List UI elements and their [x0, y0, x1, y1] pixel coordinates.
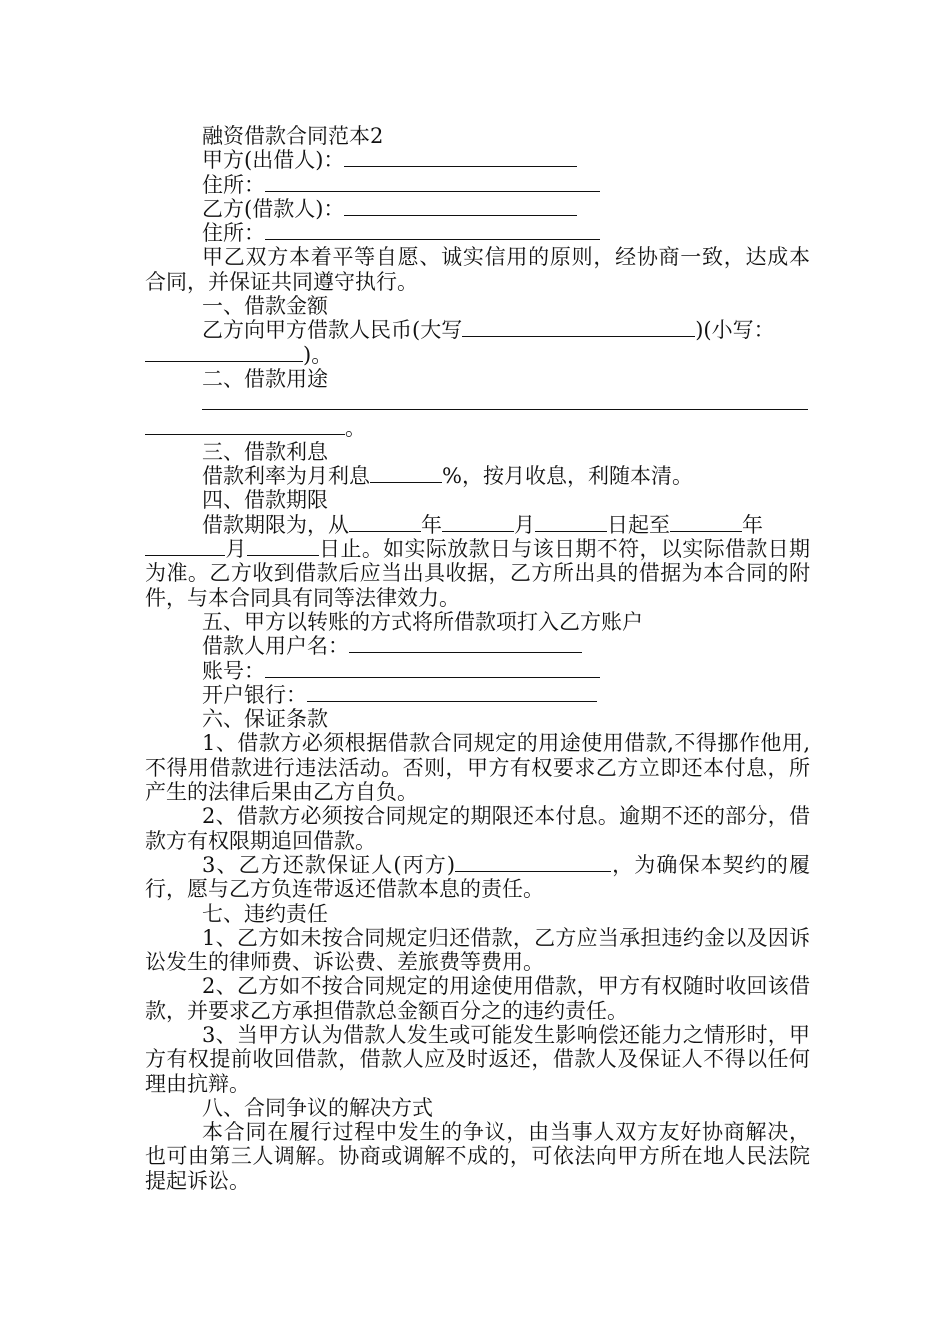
- guarantor-blank[interactable]: [455, 853, 611, 872]
- term-paragraph: [145, 537, 810, 610]
- day-from-label: 日起至: [607, 512, 670, 537]
- breach-clause-3: 3、当甲方认为借款人发生或可能发生影响偿还能力之情形时，甲方有权提前收回借款，借款人应及时返还，借款人及保证人不得以任何理由抗辩。: [145, 1022, 810, 1096]
- bank-label: 开户银行：: [202, 682, 307, 707]
- guarantor-terms: ，为确保本契约的履行，愿与乙方负连带返还借款本息的责任。: [145, 852, 810, 902]
- purpose-blank-2[interactable]: [145, 416, 345, 435]
- guarantee-clause-1: 1、借款方必须根据借款合同规定的用途使用借款,不得挪作他用,不得用借款进行违法活动。否则，甲方有权要求乙方立即还本付息，所产生的法律后果由乙方自负。: [145, 731, 810, 805]
- section-1-heading: 一、借款金额: [202, 294, 328, 319]
- amount-uppercase-blank[interactable]: [462, 318, 695, 337]
- document-title: 融资借款合同范本2: [202, 124, 384, 148]
- term-line-1: [145, 513, 810, 537]
- loan-amount-line-2: [145, 343, 810, 367]
- year-label: 年: [421, 512, 442, 537]
- month-label: 月: [514, 512, 535, 537]
- account-line: [145, 659, 810, 683]
- loan-amount-close: )。: [303, 342, 333, 367]
- intro-paragraph: 甲乙双方本着平等自愿、诚实信用的原则，经协商一致，达成本合同，并保证共同遵守执行。: [145, 245, 810, 294]
- month-label-2: 月: [225, 537, 247, 562]
- interest-terms: %，按月收息，利随本清。: [442, 464, 693, 489]
- party-b-address-blank[interactable]: [265, 221, 600, 240]
- start-month-blank[interactable]: [442, 513, 514, 532]
- purpose-line-2: [145, 416, 810, 440]
- purpose-blank-1[interactable]: [202, 391, 808, 410]
- party-a-label: 甲方(出借人)：: [202, 148, 345, 173]
- section-8-heading: 八、合同争议的解决方式: [202, 1095, 433, 1120]
- interest-rate-blank[interactable]: [370, 464, 442, 483]
- amount-lowercase-blank[interactable]: [145, 343, 303, 362]
- section-5-heading: 五、甲方以转账的方式将所借款项打入乙方账户: [202, 609, 643, 634]
- end-year-blank[interactable]: [670, 513, 742, 532]
- term-label: 借款期限为，从: [202, 512, 349, 537]
- account-blank[interactable]: [265, 659, 600, 678]
- end-day-blank[interactable]: [247, 537, 319, 556]
- dispute-clause: 本合同在履行过程中发生的争议，由当事人双方友好协商解决，也可由第三人调解。协商或调解不成的，可依法向甲方所在地人民法院提起诉讼。: [145, 1120, 810, 1193]
- interest-label: 借款利率为月利息: [202, 464, 370, 489]
- start-year-blank[interactable]: [349, 513, 421, 532]
- breach-clause-1: 1、乙方如未按合同规定归还借款，乙方应当承担违约金以及因诉讼发生的律师费、诉讼费、差旅费等费用。: [145, 925, 810, 975]
- loan-amount-label: 乙方向甲方借款人民币(大写: [202, 318, 463, 343]
- guarantor-label: 3、乙方还款保证人(丙方): [202, 852, 456, 877]
- party-b-address-line: [145, 221, 810, 245]
- purpose-end: 。: [345, 415, 366, 440]
- bank-blank[interactable]: [307, 683, 597, 702]
- year-label-2: 年: [742, 512, 763, 537]
- loan-amount-line: [145, 318, 810, 342]
- account-label: 账号：: [202, 658, 265, 683]
- guarantee-clause-3: [145, 853, 810, 902]
- party-a-address-label: 住所：: [202, 172, 265, 197]
- party-a-address-blank[interactable]: [265, 173, 600, 192]
- section-7-heading: 七、违约责任: [202, 901, 328, 926]
- term-details: 日止。如实际放款日与该日期不符，以实际借款日期为准。乙方收到借款后应当出具收据，乙方所出具的借据为本合同的附件，与本合同具有同等法律效力。: [145, 537, 811, 610]
- breach-clause-2: 2、乙方如不按合同规定的用途使用借款，甲方有权随时收回该借款，并要求乙方承担借款总金额百分之的违约责任。: [145, 974, 810, 1023]
- section-3-heading: 三、借款利息: [202, 439, 328, 464]
- username-label: 借款人用户名：: [202, 634, 349, 659]
- party-a-address-line: [145, 173, 810, 197]
- username-line: [145, 634, 810, 658]
- interest-line: [145, 464, 810, 488]
- section-2-heading: 二、借款用途: [202, 366, 328, 391]
- party-b-blank[interactable]: [344, 197, 577, 216]
- username-blank[interactable]: [349, 634, 582, 653]
- party-a-blank[interactable]: [344, 148, 577, 167]
- party-a-line: [145, 148, 810, 172]
- end-month-blank[interactable]: [145, 537, 225, 556]
- section-4-heading: 四、借款期限: [202, 488, 328, 513]
- contract-document: [145, 124, 810, 1193]
- bank-line: [145, 683, 810, 707]
- start-day-blank[interactable]: [535, 513, 607, 532]
- section-6-heading: 六、保证条款: [202, 707, 328, 732]
- party-b-label: 乙方(借款人)：: [202, 196, 345, 221]
- guarantee-clause-2: 2、借款方必须按合同规定的期限还本付息。逾期不还的部分，借款方有权限期追回借款。: [145, 804, 810, 853]
- party-b-address-label: 住所：: [202, 221, 265, 246]
- loan-amount-small-label: )(小写：: [695, 318, 775, 343]
- purpose-line-1: [145, 391, 810, 415]
- party-b-line: [145, 197, 810, 221]
